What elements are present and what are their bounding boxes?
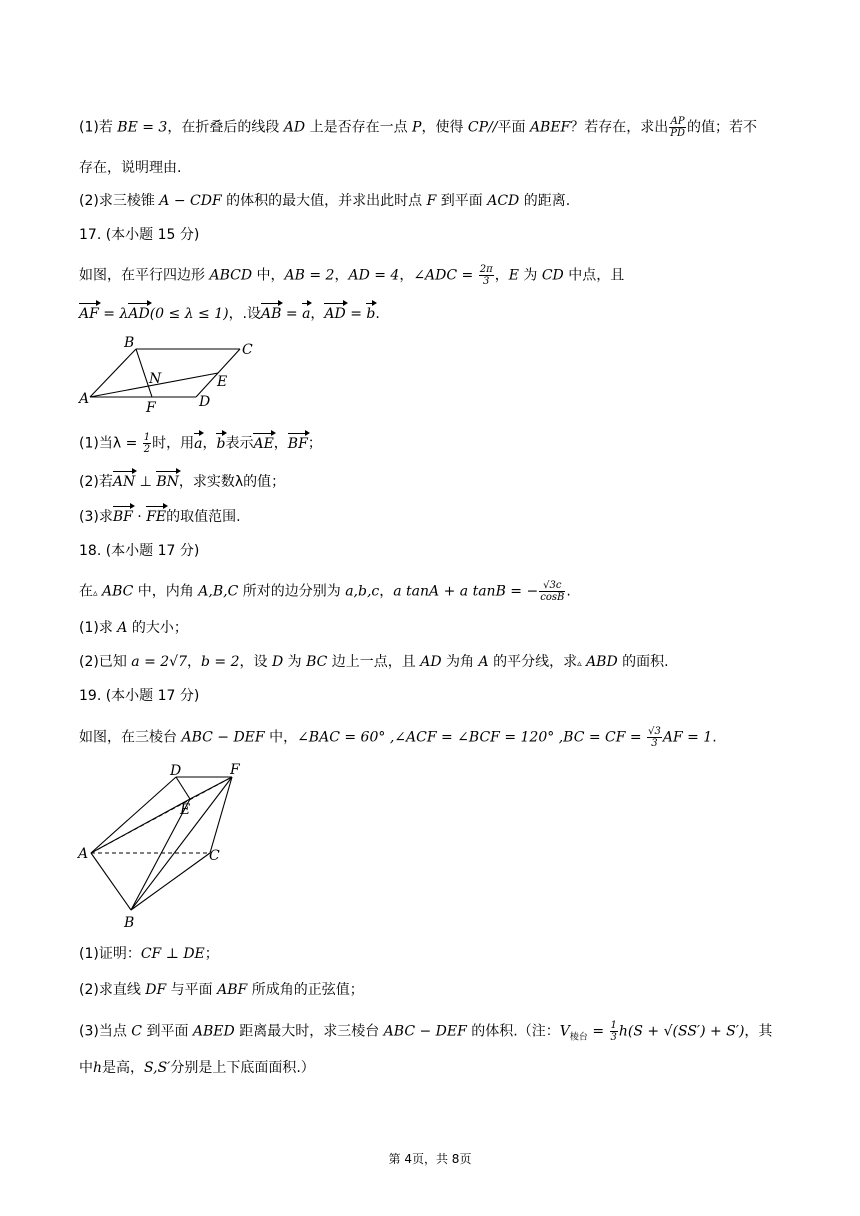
q19-sub3-line2: 中h是高，S,S′分别是上下底面面积.） bbox=[79, 1060, 315, 1076]
label-d: D bbox=[170, 763, 182, 779]
edge-de bbox=[176, 777, 190, 799]
q17-header: 17. (本小题 15 分) bbox=[79, 227, 200, 243]
label-d: D bbox=[199, 394, 211, 410]
q17-sub3: (3)求BF · FE的取值范围. bbox=[79, 509, 241, 525]
q19-sub2: (2)求直线 DF 与平面 ABF 所成角的正弦值； bbox=[79, 982, 364, 998]
q17-statement-line2: AF = λAD(0 ≤ λ ≤ 1)，.设AB = a，AD = b. bbox=[79, 306, 380, 322]
label-n: N bbox=[149, 371, 162, 387]
q18-sub2: (2)已知 a = 2√7，b = 2，设 D 为 BC 边上一点，且 AD 为角 A 的平分线，求▵ ABD 的面积. bbox=[79, 654, 669, 670]
triangle-symbol: ▵ bbox=[577, 659, 582, 669]
label-e: E bbox=[217, 374, 228, 390]
label-a: A bbox=[79, 391, 90, 407]
q19-sub3-line1: (3)当点 C 到平面 ABED 距离最大时，求三棱台 ABC − DEF 的体积.（注：$V_{棱台}$ = $\frac{1}{3}$ h(S + √(SS′) + S′)，其 bbox=[79, 1020, 773, 1043]
q17-sub2: (2)若AN ⊥ BN，求实数λ的值； bbox=[79, 474, 286, 490]
parallelogram-figure bbox=[76, 332, 266, 418]
q18-statement: 在▵ ABC 中，内角 A,B,C 所对的边分别为 a,b,c，a tanA + a tanB = − $\frac{√3c}{\cos B}$ . bbox=[79, 580, 571, 603]
q17-statement-line1: 如图，在平行四边形 ABCD 中，AB = 2，AD = 4，∠ADC = $\frac{2\pi}{3}$ ，E 为 CD 中点，且 bbox=[79, 264, 625, 287]
angle-fraction: $\frac{2\pi}{3}$ bbox=[479, 264, 493, 287]
sqrt3c-cosb-fraction: $\frac{√3c}{\cos B}$ bbox=[540, 580, 565, 603]
sqrt3-over-3-fraction: $\frac{√3}{3}$ bbox=[648, 726, 661, 749]
edge-cf bbox=[210, 777, 232, 853]
label-f: F bbox=[146, 400, 156, 416]
one-third-fraction: $\frac{1}{3}$ bbox=[610, 1020, 617, 1043]
page-footer: 第 4页，共 8页 bbox=[388, 1152, 472, 1166]
label-c: C bbox=[242, 342, 253, 358]
edge-bf bbox=[131, 777, 232, 910]
q16-part1-line1: (1)若 BE = 3，在折叠后的线段 AD 上是否存在一点 P，使得 CP//平面 ABEF？若存在，求出 $\frac{AP}{PD}$ 的值；若不 bbox=[79, 116, 758, 139]
q19-header: 19. (本小题 17 分) bbox=[79, 688, 200, 704]
q19-sub1: (1)证明：CF ⊥ DE； bbox=[79, 946, 219, 962]
label-b: B bbox=[124, 335, 135, 351]
edge-ab bbox=[91, 853, 131, 910]
q19-statement: 如图，在三棱台 ABC − DEF 中，∠BAC = 60° ,∠ACF = ∠BCF = 120° ,BC = CF = $\frac{√3}{3}$ AF = 1. bbox=[79, 726, 717, 749]
label-f: F bbox=[230, 762, 240, 778]
label-b: B bbox=[124, 915, 135, 931]
triangle-symbol: ▵ bbox=[93, 588, 98, 599]
q18-sub1: (1)求 A 的大小； bbox=[79, 620, 188, 636]
edge-ad bbox=[91, 777, 176, 853]
label-e: E bbox=[180, 802, 191, 818]
ap-pd-fraction: $\frac{AP}{PD}$ bbox=[670, 116, 686, 139]
edge-bc bbox=[131, 853, 210, 910]
q16-part1-line2: 存在，说明理由. bbox=[79, 160, 182, 176]
frustum-figure bbox=[74, 760, 254, 932]
label-a: A bbox=[78, 846, 89, 862]
label-c: C bbox=[209, 848, 220, 864]
q16-part2: (2)求三棱锥 A − CDF 的体积的最大值，并求出此时点 F 到平面 ACD 的距离. bbox=[79, 193, 571, 209]
hidden-edge-af bbox=[91, 777, 232, 853]
q18-header: 18. (本小题 17 分) bbox=[79, 543, 200, 559]
q17-sub1: (1)当λ = $\frac{1}{2}$ 时，用a，b表示AE，BF； bbox=[79, 432, 322, 455]
half-fraction: $\frac{1}{2}$ bbox=[143, 432, 151, 455]
